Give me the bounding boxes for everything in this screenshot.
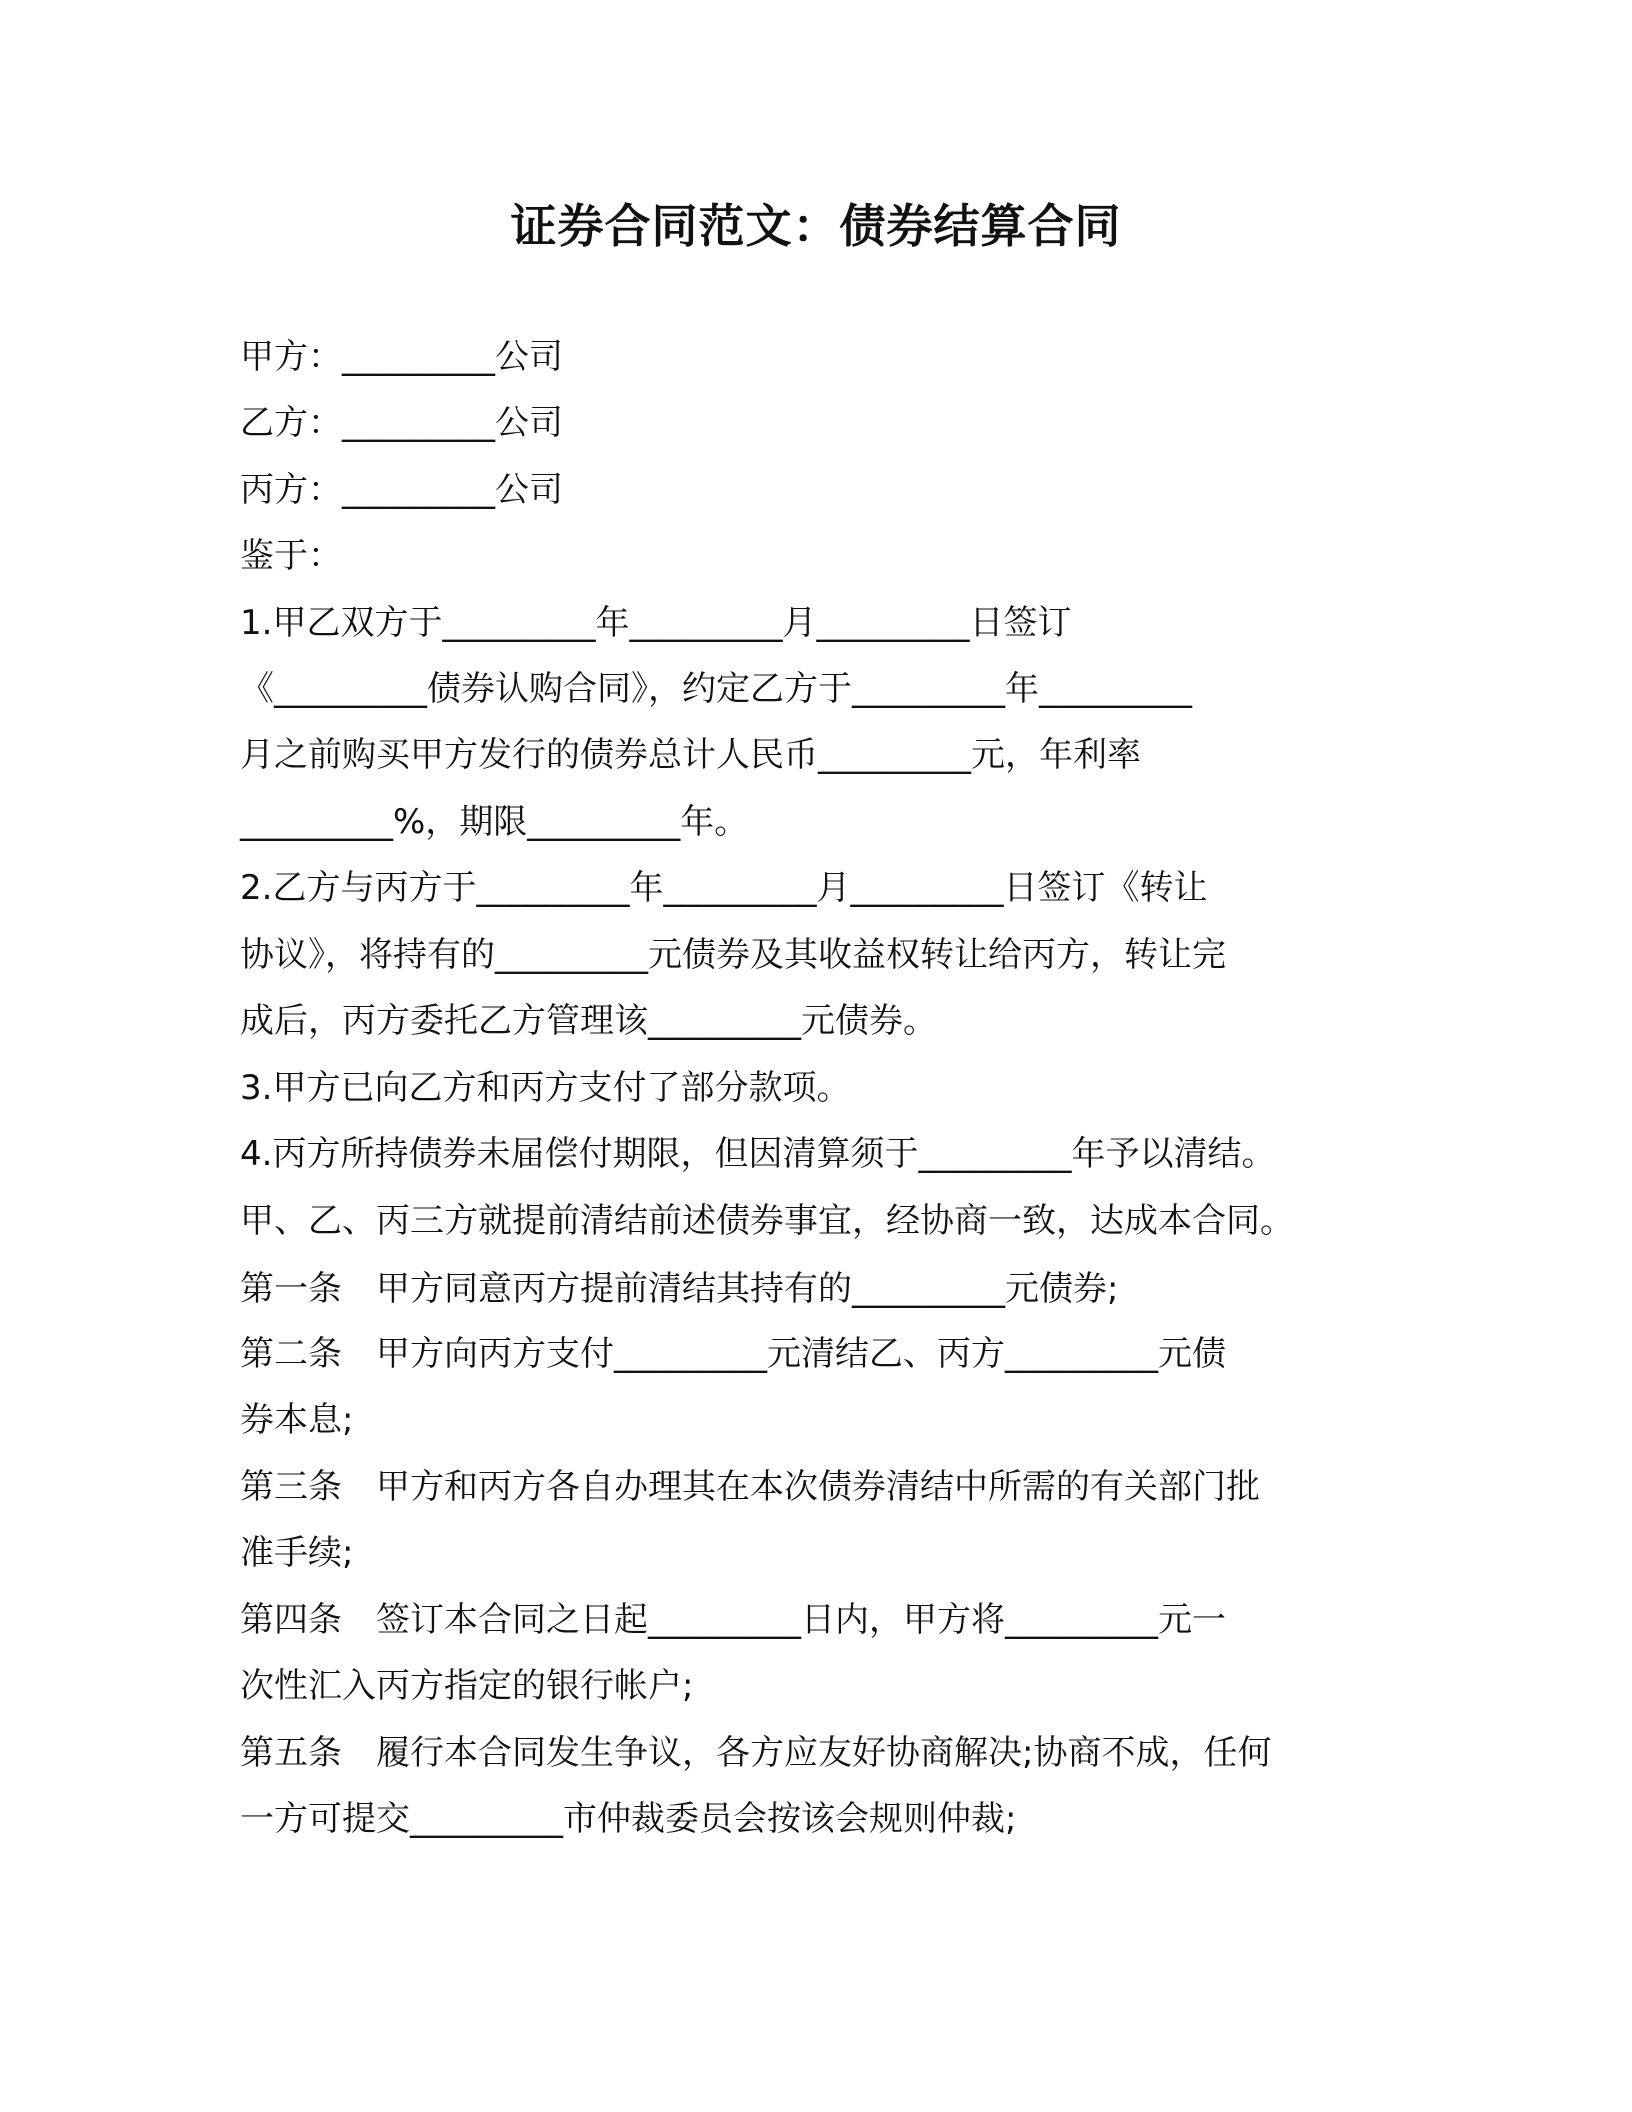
recital-3-line: 3.甲方已向乙方和丙方支付了部分款项。 bbox=[240, 1068, 851, 1108]
agreement-statement: 甲、乙、丙三方就提前清结前述债券事宜，经协商一致，达成本合同。 bbox=[240, 1201, 1294, 1241]
article-4-line-1: 第四条 签订本合同之日起_________日内，甲方将_________元一 bbox=[240, 1600, 1226, 1640]
recital-4-line: 4.丙方所持债券未届偿付期限，但因清算须于_________年予以清结。 bbox=[240, 1134, 1276, 1174]
party-a-line: 甲方：_________公司 bbox=[240, 337, 563, 377]
article-5-line-2: 一方可提交_________市仲裁委员会按该会规则仲裁; bbox=[240, 1799, 1017, 1839]
party-b-line: 乙方：_________公司 bbox=[240, 403, 563, 443]
party-c-line: 丙方：_________公司 bbox=[240, 470, 563, 510]
article-4-line-2: 次性汇入丙方指定的银行帐户; bbox=[240, 1666, 694, 1706]
article-3-line-2: 准手续; bbox=[240, 1533, 354, 1573]
recital-1-line-2: 《_________债券认购合同》，约定乙方于_________年_________ bbox=[240, 669, 1192, 709]
document-title: 证券合同范文：债券结算合同 bbox=[510, 199, 1122, 253]
article-2-line-2: 券本息; bbox=[240, 1400, 354, 1440]
article-1-line-1: 第一条 甲方同意丙方提前清结其持有的_________元债券; bbox=[240, 1269, 1119, 1309]
recital-2-line-1: 2.乙方与丙方于_________年_________月_________日签订《转让 bbox=[240, 868, 1208, 908]
whereas-heading: 鉴于： bbox=[240, 536, 342, 576]
recital-2-line-2: 协议》，将持有的_________元债券及其收益权转让给丙方，转让完 bbox=[240, 935, 1226, 975]
article-3-line-1: 第三条 甲方和丙方各自办理其在本次债券清结中所需的有关部门批 bbox=[240, 1467, 1260, 1507]
recital-1-line-3: 月之前购买甲方发行的债券总计人民币_________元，年利率 bbox=[240, 735, 1141, 775]
recital-2-line-3: 成后，丙方委托乙方管理该_________元债券。 bbox=[240, 1001, 937, 1041]
recital-1-line-4: _________%，期限_________年。 bbox=[240, 802, 749, 842]
recital-1-line-1: 1.甲乙双方于_________年_________月_________日签订 bbox=[240, 603, 1072, 643]
article-2-line-1: 第二条 甲方向丙方支付_________元清结乙、丙方_________元债 bbox=[240, 1334, 1226, 1374]
article-5-line-1: 第五条 履行本合同发生争议，各方应友好协商解决;协商不成，任何 bbox=[240, 1733, 1272, 1773]
